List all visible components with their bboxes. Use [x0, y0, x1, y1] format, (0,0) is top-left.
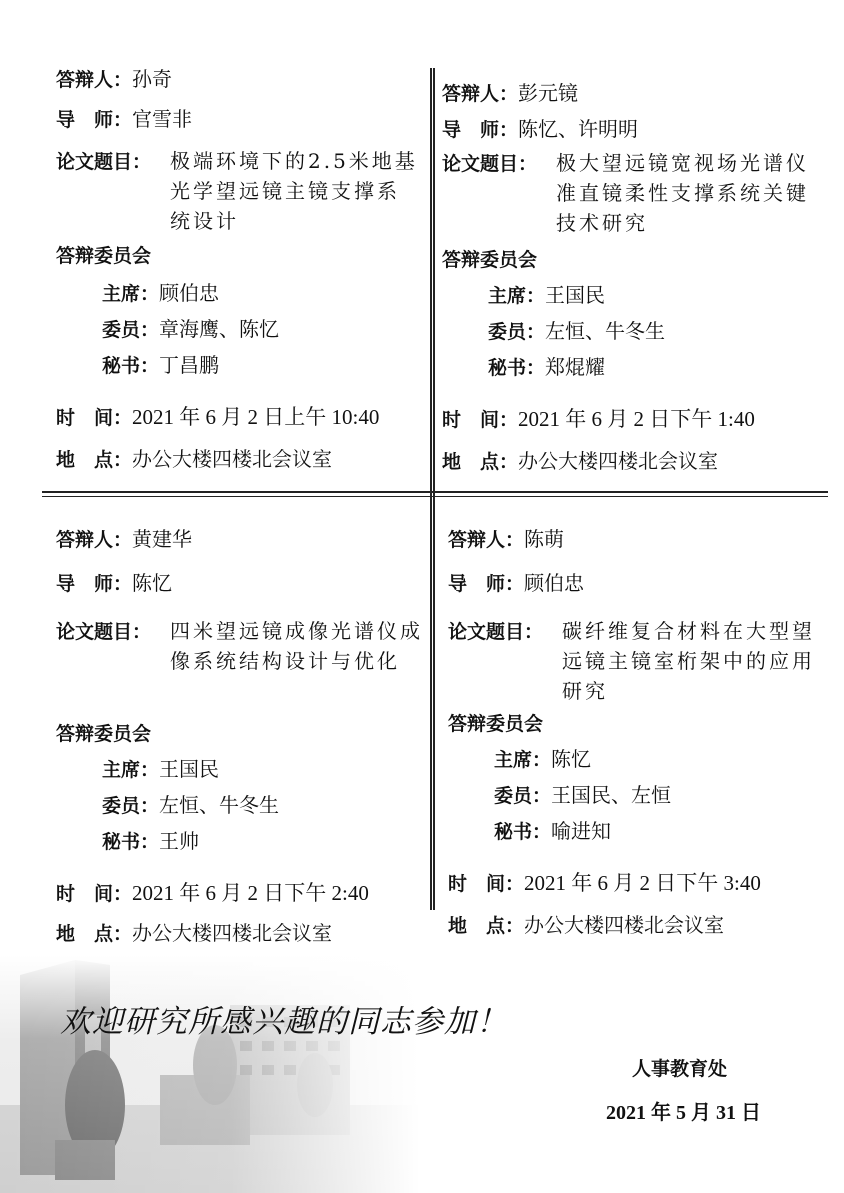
secretary-label: 秘书： [102, 831, 160, 853]
defender-row [442, 80, 578, 107]
chair-row [102, 756, 219, 783]
vertical-divider [430, 68, 435, 910]
advisor-label: 导 师： [56, 573, 133, 595]
members-row [102, 792, 279, 819]
issue-date: 2021 年 5 月 31 日 [606, 1102, 761, 1124]
defender-label: 答辩人： [56, 69, 133, 91]
members-row [494, 782, 671, 809]
advisor-row [442, 116, 638, 143]
title-label-row [442, 150, 537, 177]
advisor-name: 陈忆、许明明 [518, 117, 639, 141]
secretary-name: 王帅 [159, 829, 200, 853]
defender-name: 陈萌 [524, 527, 565, 551]
defender-name: 彭元镜 [518, 81, 579, 105]
members-label: 委员： [102, 795, 160, 817]
title-label: 论文题目： [442, 153, 538, 175]
members-label: 委员： [102, 319, 160, 341]
defender-label: 答辩人： [56, 529, 133, 551]
members-names: 王国民、左恒 [551, 783, 672, 807]
place-row [56, 920, 332, 947]
title-label: 论文题目： [56, 621, 152, 643]
title-label: 论文题目： [448, 621, 544, 643]
advisor-label: 导 师： [448, 573, 525, 595]
defender-row [56, 526, 192, 553]
thesis-title: 极端环境下的2.5米地基光学望远镜主镜支撑系统设计 [170, 149, 418, 233]
members-label: 委员： [488, 321, 546, 343]
time-label: 时 间： [442, 409, 519, 431]
place-value: 办公大楼四楼北会议室 [132, 921, 333, 945]
place-label: 地 点： [56, 449, 133, 471]
welcome-message: 欢迎研究所感兴趣的同志参加！ [60, 1004, 508, 1040]
chair-label: 主席： [494, 749, 552, 771]
place-label: 地 点： [448, 915, 525, 937]
defender-row [56, 66, 172, 93]
time-row [442, 406, 755, 433]
advisor-name: 顾伯忠 [524, 571, 585, 595]
secretary-name: 喻进知 [551, 819, 612, 843]
place-row [448, 912, 724, 939]
place-row [442, 448, 718, 475]
place-value: 办公大楼四楼北会议室 [518, 449, 719, 473]
members-row [488, 318, 665, 345]
thesis-title: 极大望远镜宽视场光谱仪准直镜柔性支撑系统关键技术研究 [556, 151, 809, 235]
chair-name: 王国民 [159, 757, 220, 781]
place-label: 地 点： [442, 451, 519, 473]
chair-name: 陈忆 [551, 747, 592, 771]
chair-label: 主席： [102, 759, 160, 781]
organization-signature: 人事教育处 [632, 1058, 728, 1080]
committee-heading: 答辩委员会 [448, 713, 544, 735]
members-names: 左恒、牛冬生 [545, 319, 666, 343]
defender-label: 答辩人： [442, 83, 519, 105]
title-label-row [56, 148, 151, 175]
advisor-name: 陈忆 [132, 571, 173, 595]
time-row [448, 870, 761, 897]
time-row [56, 880, 369, 907]
chair-name: 王国民 [545, 283, 606, 307]
building-photo [0, 955, 420, 1193]
time-value: 2021 年 6 月 2 日上午 10:40 [132, 405, 380, 429]
defender-name: 黄建华 [132, 527, 193, 551]
secretary-label: 秘书： [102, 355, 160, 377]
chair-row [488, 282, 605, 309]
time-label: 时 间： [56, 407, 133, 429]
secretary-name: 郑焜耀 [545, 355, 606, 379]
committee-heading: 答辩委员会 [442, 249, 538, 271]
members-row [102, 316, 279, 343]
members-names: 左恒、牛冬生 [159, 793, 280, 817]
secretary-label: 秘书： [494, 821, 552, 843]
secretary-row [488, 354, 605, 381]
thesis-title: 四米望远镜成像光谱仪成像系统结构设计与优化 [170, 619, 423, 673]
time-value: 2021 年 6 月 2 日下午 2:40 [132, 881, 369, 905]
secretary-row [102, 352, 219, 379]
chair-label: 主席： [488, 285, 546, 307]
secretary-row [494, 818, 611, 845]
place-label: 地 点： [56, 923, 133, 945]
horizontal-divider [42, 491, 828, 493]
advisor-label: 导 师： [442, 119, 519, 141]
advisor-label: 导 师： [56, 109, 133, 131]
committee-heading: 答辩委员会 [56, 723, 152, 745]
chair-row [494, 746, 591, 773]
members-label: 委员： [494, 785, 552, 807]
secretary-label: 秘书： [488, 357, 546, 379]
committee-heading: 答辩委员会 [56, 245, 152, 267]
place-row [56, 446, 332, 473]
defender-label: 答辩人： [448, 529, 525, 551]
advisor-name: 官雪非 [132, 107, 193, 131]
time-value: 2021 年 6 月 2 日下午 3:40 [524, 871, 761, 895]
secretary-name: 丁昌鹏 [159, 353, 220, 377]
time-label: 时 间： [56, 883, 133, 905]
chair-label: 主席： [102, 283, 160, 305]
advisor-row [448, 570, 584, 597]
place-value: 办公大楼四楼北会议室 [132, 447, 333, 471]
defender-name: 孙奇 [132, 67, 173, 91]
secretary-row [102, 828, 199, 855]
advisor-row [56, 106, 192, 133]
time-row [56, 404, 379, 431]
title-label-row [448, 618, 543, 645]
members-names: 章海鹰、陈忆 [159, 317, 280, 341]
title-label: 论文题目： [56, 151, 152, 173]
place-value: 办公大楼四楼北会议室 [524, 913, 725, 937]
chair-row [102, 280, 219, 307]
thesis-title: 碳纤维复合材料在大型望远镜主镜室桁架中的应用研究 [562, 619, 815, 703]
chair-name: 顾伯忠 [159, 281, 220, 305]
defender-row [448, 526, 564, 553]
time-value: 2021 年 6 月 2 日下午 1:40 [518, 407, 755, 431]
time-label: 时 间： [448, 873, 525, 895]
advisor-row [56, 570, 172, 597]
title-label-row [56, 618, 151, 645]
